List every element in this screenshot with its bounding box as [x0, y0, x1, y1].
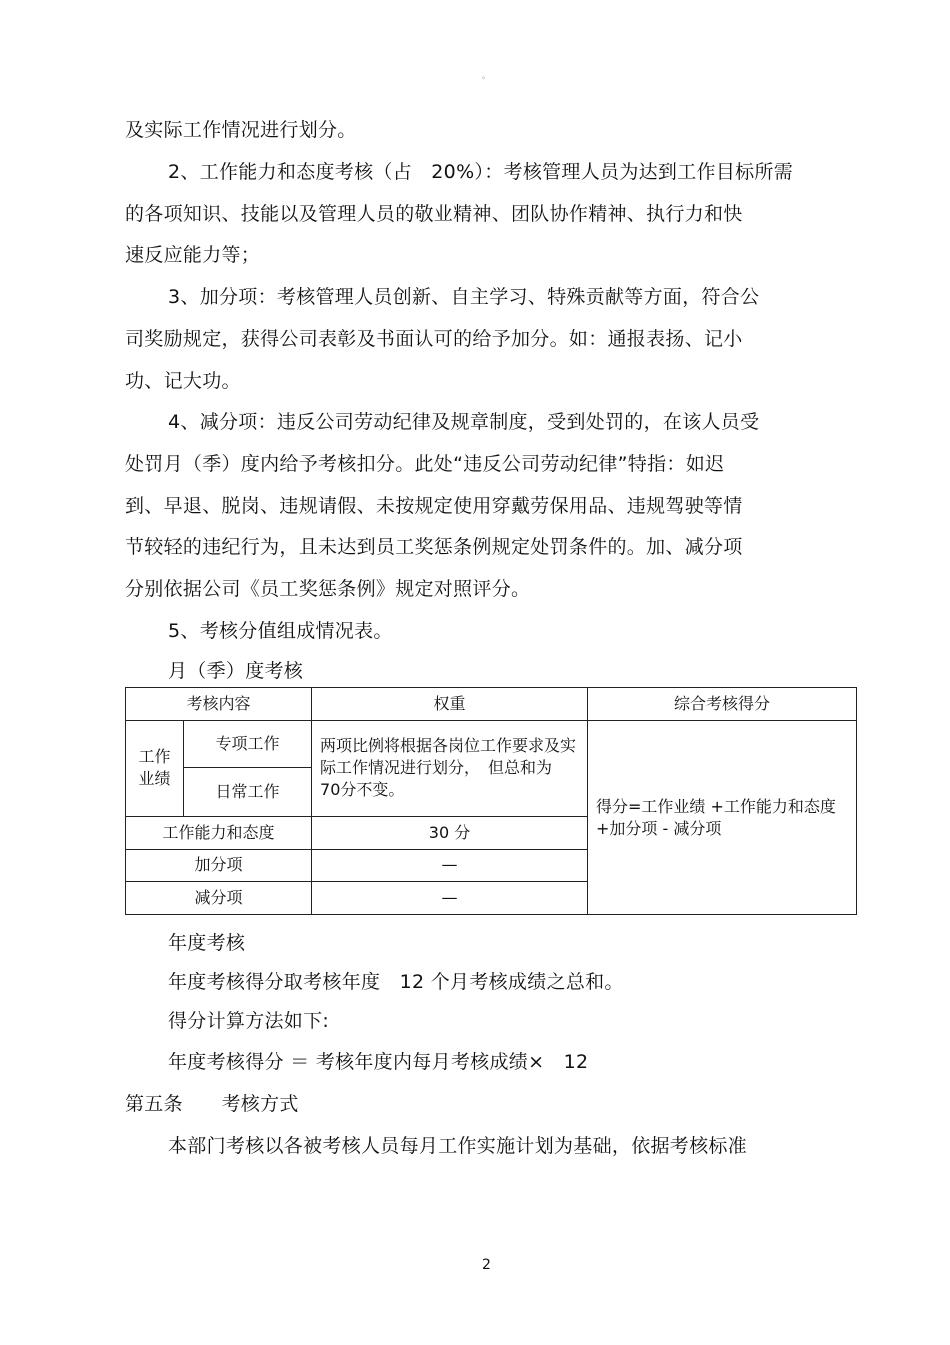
formula-line: 年度考核得分 ＝ 考核年度内每月考核成绩× 12: [168, 1051, 589, 1073]
paragraph-line: 本部门考核以各被考核人员每月工作实施计划为基础，依据考核标准: [168, 1135, 748, 1157]
table-cell-ability-attitude: 工作能力和态度: [126, 816, 312, 849]
paragraph-line: 5、考核分值组成情况表。: [168, 620, 393, 642]
paragraph-line: 处罚月（季）度内给予考核扣分。此处“违反公司劳动纪律”特指：如迟: [125, 453, 725, 475]
paragraph-line: 3、加分项：考核管理人员创新、自主学习、特殊贡献等方面，符合公: [168, 286, 760, 308]
table-cell-bonus-weight: —: [312, 849, 588, 881]
paragraph-line: 及实际工作情况进行划分。: [125, 119, 357, 141]
weight-description: 两项比例将根据各岗位工作要求及实际工作情况进行划分， 但总和为 70分不变。: [312, 721, 588, 816]
paragraph-line: 2、工作能力和态度考核（占 20%）：考核管理人员为达到工作目标所需: [168, 161, 794, 183]
article-heading: 第五条 考核方式: [125, 1093, 299, 1115]
header-mark: 。: [482, 71, 490, 80]
paragraph-line: 司奖励规定，获得公司表彰及书面认可的给予加分。如：通报表扬、记小: [125, 328, 743, 350]
table-header-content: 考核内容: [126, 688, 312, 721]
table-cell-bonus: 加分项: [126, 849, 312, 881]
assessment-table: [125, 687, 857, 915]
score-formula: 得分=工作业绩 +工作能力和态度+加分项 - 减分项: [588, 721, 857, 915]
paragraph-line: 年度考核得分取考核年度 12 个月考核成绩之总和。: [168, 971, 624, 993]
table-cell-special-work: 专项工作: [184, 721, 312, 768]
paragraph-line: 分别依据公司《员工奖惩条例》规定对照评分。: [125, 578, 531, 600]
section-label: 月（季）度考核: [168, 660, 304, 682]
page-number: 2: [482, 1257, 491, 1273]
paragraph-line: 功、记大功。: [125, 370, 241, 392]
paragraph-line: 4、减分项：违反公司劳动纪律及规章制度，受到处罚的，在该人员受: [168, 411, 760, 433]
table-cell-ability-weight: 30 分: [312, 816, 588, 849]
section-label: 年度考核: [168, 932, 246, 954]
group-label-performance: 工作业绩: [126, 721, 184, 816]
table-cell-deduction: 减分项: [126, 881, 312, 914]
paragraph-line: 得分计算方法如下:: [168, 1010, 330, 1032]
table-cell-deduction-weight: —: [312, 881, 588, 914]
table-cell-daily-work: 日常工作: [184, 768, 312, 816]
paragraph-line: 速反应能力等；: [125, 244, 261, 266]
paragraph-line: 节较轻的违纪行为，且未达到员工奖惩条例规定处罚条件的。加、减分项: [125, 536, 743, 558]
table-header-weight: 权重: [312, 688, 588, 721]
table-header-score: 综合考核得分: [588, 688, 857, 721]
paragraph-line: 的各项知识、技能以及管理人员的敬业精神、团队协作精神、执行力和快: [125, 203, 743, 225]
paragraph-line: 到、早退、脱岗、违规请假、未按规定使用穿戴劳保用品、违规驾驶等情: [125, 495, 743, 517]
